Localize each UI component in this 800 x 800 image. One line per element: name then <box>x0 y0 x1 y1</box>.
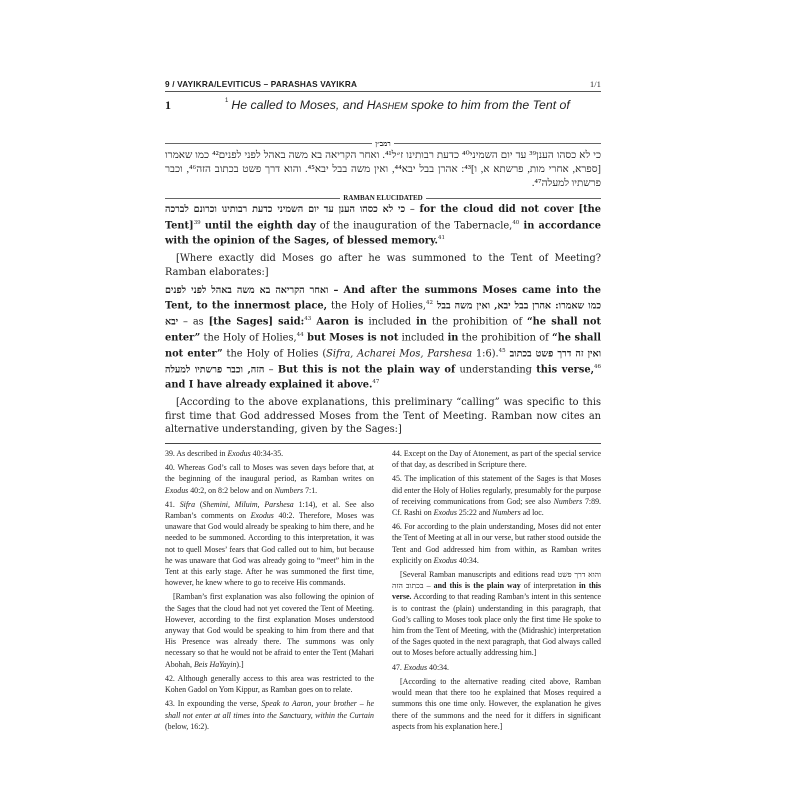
elucidated-paragraph-3: ואחר הקריאה בא משה באהל לפני לפנים – And after the summons Moses came into the Tent, to the innermost place, the Holy of Holies,$^{42}$ כמו שאמרו: אהרן בבל יבא, ואין משה בבל יבא – as [the Sages] said:$^{43}$ Aaron is included in the prohibition of “he shall not enter” the Holy of Holies,$^{44}$ but Moses is not included in the prohibition of “he shall not enter” the Holy of Holies (Sifra, Acharei Mos, Parshesa 1:6).$^{45}$ ואין זה דרך פשט בכתוב הזה, וכבר פרשתיו למעלה – But this is not the plain way of understanding this verse,$^{46}$ and I have already explained it above.$^{47}$ <box>165 284 602 391</box>
elucidated-paragraph-1: כי לא כסהו הענן עד יום השמיני כדעת רבותינו וכרונם לברכה – for the cloud did not cover [the Tent]$^{39}$ until the eighth day of the inauguration of the Tabernacle,$^{40}$ in accordance with the opinion of the Sages, of blessed memory.$^{41}$ <box>165 204 601 247</box>
elucidated-header: RAMBAN ELUCIDATED <box>343 194 423 202</box>
running-head-title: 9 / VAYIKRA/LEVITICUS – PARASHAS VAYIKRA <box>165 80 358 89</box>
footnote-41: 41. Sifra (Shemini, Miluim, Parshesa 1:14), et al. See also Ramban’s comments on Exodus 40:2. Therefore, Moses was unaware that God would already be speaking to him there, and he needed to be summoned. According to this interpretation, it was not to quell Moses’ fears that God called out to him, but because he was unaware that God was already going to “meet” him in the Tent at this early stage. After he was summoned the first time, however, he knew where to go to receive His commands. <box>165 499 374 588</box>
footnotes <box>165 443 601 735</box>
ramban-divider <box>165 139 601 148</box>
footnote-40: 40. Whereas God’s call to Moses was seven days before that, at the beginning of the inaugural period, as Ramban writes on Exodus 40:2, on 8:2 below and on Numbers 7:1. <box>165 463 374 495</box>
footnote-46: 46. For according to the plain understanding, Moses did not enter the Tent of Meeting at all in our verse, but rather stood outside the Tent and God addressed him from within, as Ramban writes explicitly on Exodus 40:34. <box>392 522 601 565</box>
ramban-header: רמב״ן <box>375 139 391 148</box>
footnote-47-addendum: [According to the alternative reading cited above, Ramban would mean that there too he explained that Moses required a summons this one time only. However, the explanation he gives there of the summons and the need for it differs in significant aspects from his explanation here.] <box>392 676 601 731</box>
verse-text: $^1$ He called to Moses, and Hashem spoke to him from the Tent of <box>225 98 570 112</box>
footnotes-right-column <box>392 448 601 735</box>
verse-line <box>165 98 601 113</box>
verse-number: 1 <box>225 98 229 104</box>
footnotes-left-column <box>165 448 374 735</box>
footnote-39: 39. As described in Exodus 40:34-35. <box>165 449 284 459</box>
elucidated-paragraph-4: [According to the above explanations, this preliminary “calling” was specific to this first time that God addressed Moses from the Tent of Meeting. Ramban now cites an alternative understanding, given by the Sages:] <box>165 397 601 436</box>
footnote-43: 43. In expounding the verse, Speak to Aaron, your brother – he shall not enter at all times into the Sanctuary, within the Curtain (below, 16:2). <box>165 699 375 731</box>
footnote-41-addendum: [Ramban’s first explanation was also following the opinion of the Sages that the cloud had not yet covered the Tent of Meeting. However, according to the first explanation Moses understood anyway that God would be speaking to him from there and that His Presence was already there. The summons was only necessary so that he would not be afraid to enter the Tent (Mahari Abohah, Beis HaYayin).] <box>165 592 374 669</box>
chapter-number: 1 <box>165 98 171 112</box>
footnote-44: 44. Except on the Day of Atonement, as part of the special service of that day, as described in Scripture there. <box>392 449 601 470</box>
ramban-elucidated <box>165 203 601 437</box>
elucidated-paragraph-2: [Where exactly did Moses go after he was summoned to the Tent of Meeting? Ramban elaborates:] <box>165 253 601 278</box>
footnote-45: 45. The implication of this statement of the Sages is that Moses did enter the Holy of Holies regularly, presumably for the purpose of receiving communications from God; see also Numbers 7:89. Cf. Rashi on Exodus 25:22 and Numbers ad loc. <box>392 474 601 518</box>
book-page <box>165 80 601 735</box>
footnote-42: 42. Although generally access to this area was restricted to the Kohen Gadol on Yom Kippur, as Ramban goes on to relate. <box>165 673 374 695</box>
running-head <box>165 80 601 92</box>
footnote-46-addendum: [Several Ramban manuscripts and editions read והוא דרך פשט בכתוב הזה – and this is the plain way of interpretation in this verse. According to that reading Ramban’s intent in this sentence is to contrast the (plain) understanding in this paragraph, that God’s calling to Moses took place only the first time He spoke to him from the Tent of Meeting, with the (Midrashic) interpretation of the Sages quoted in the next paragraph, that God always called out to Moses before actually addressing him.] <box>392 570 602 658</box>
footnote-47: 47. Exodus 40:34. <box>392 662 449 672</box>
running-head-page: 1/1 <box>589 80 601 89</box>
ramban-hebrew-text: כי לא כסהו הענן³⁹ עד יום השמיני⁴⁰ כדעת רבותינו ז״ל⁴¹. ואחר הקריאה בא משה באהל לפני לפנים⁴² כמו שאמרו [ספרא, אחרי מות, פרשתא א, ו]⁴³: אהרן בבל יבא⁴⁴, ואין משה בבל יבא⁴⁵. והוא דרך פשט בכתוב הזה⁴⁶, וכבר פרשתיו למעלה⁴⁷. <box>165 150 602 189</box>
elucidated-divider <box>165 194 601 202</box>
